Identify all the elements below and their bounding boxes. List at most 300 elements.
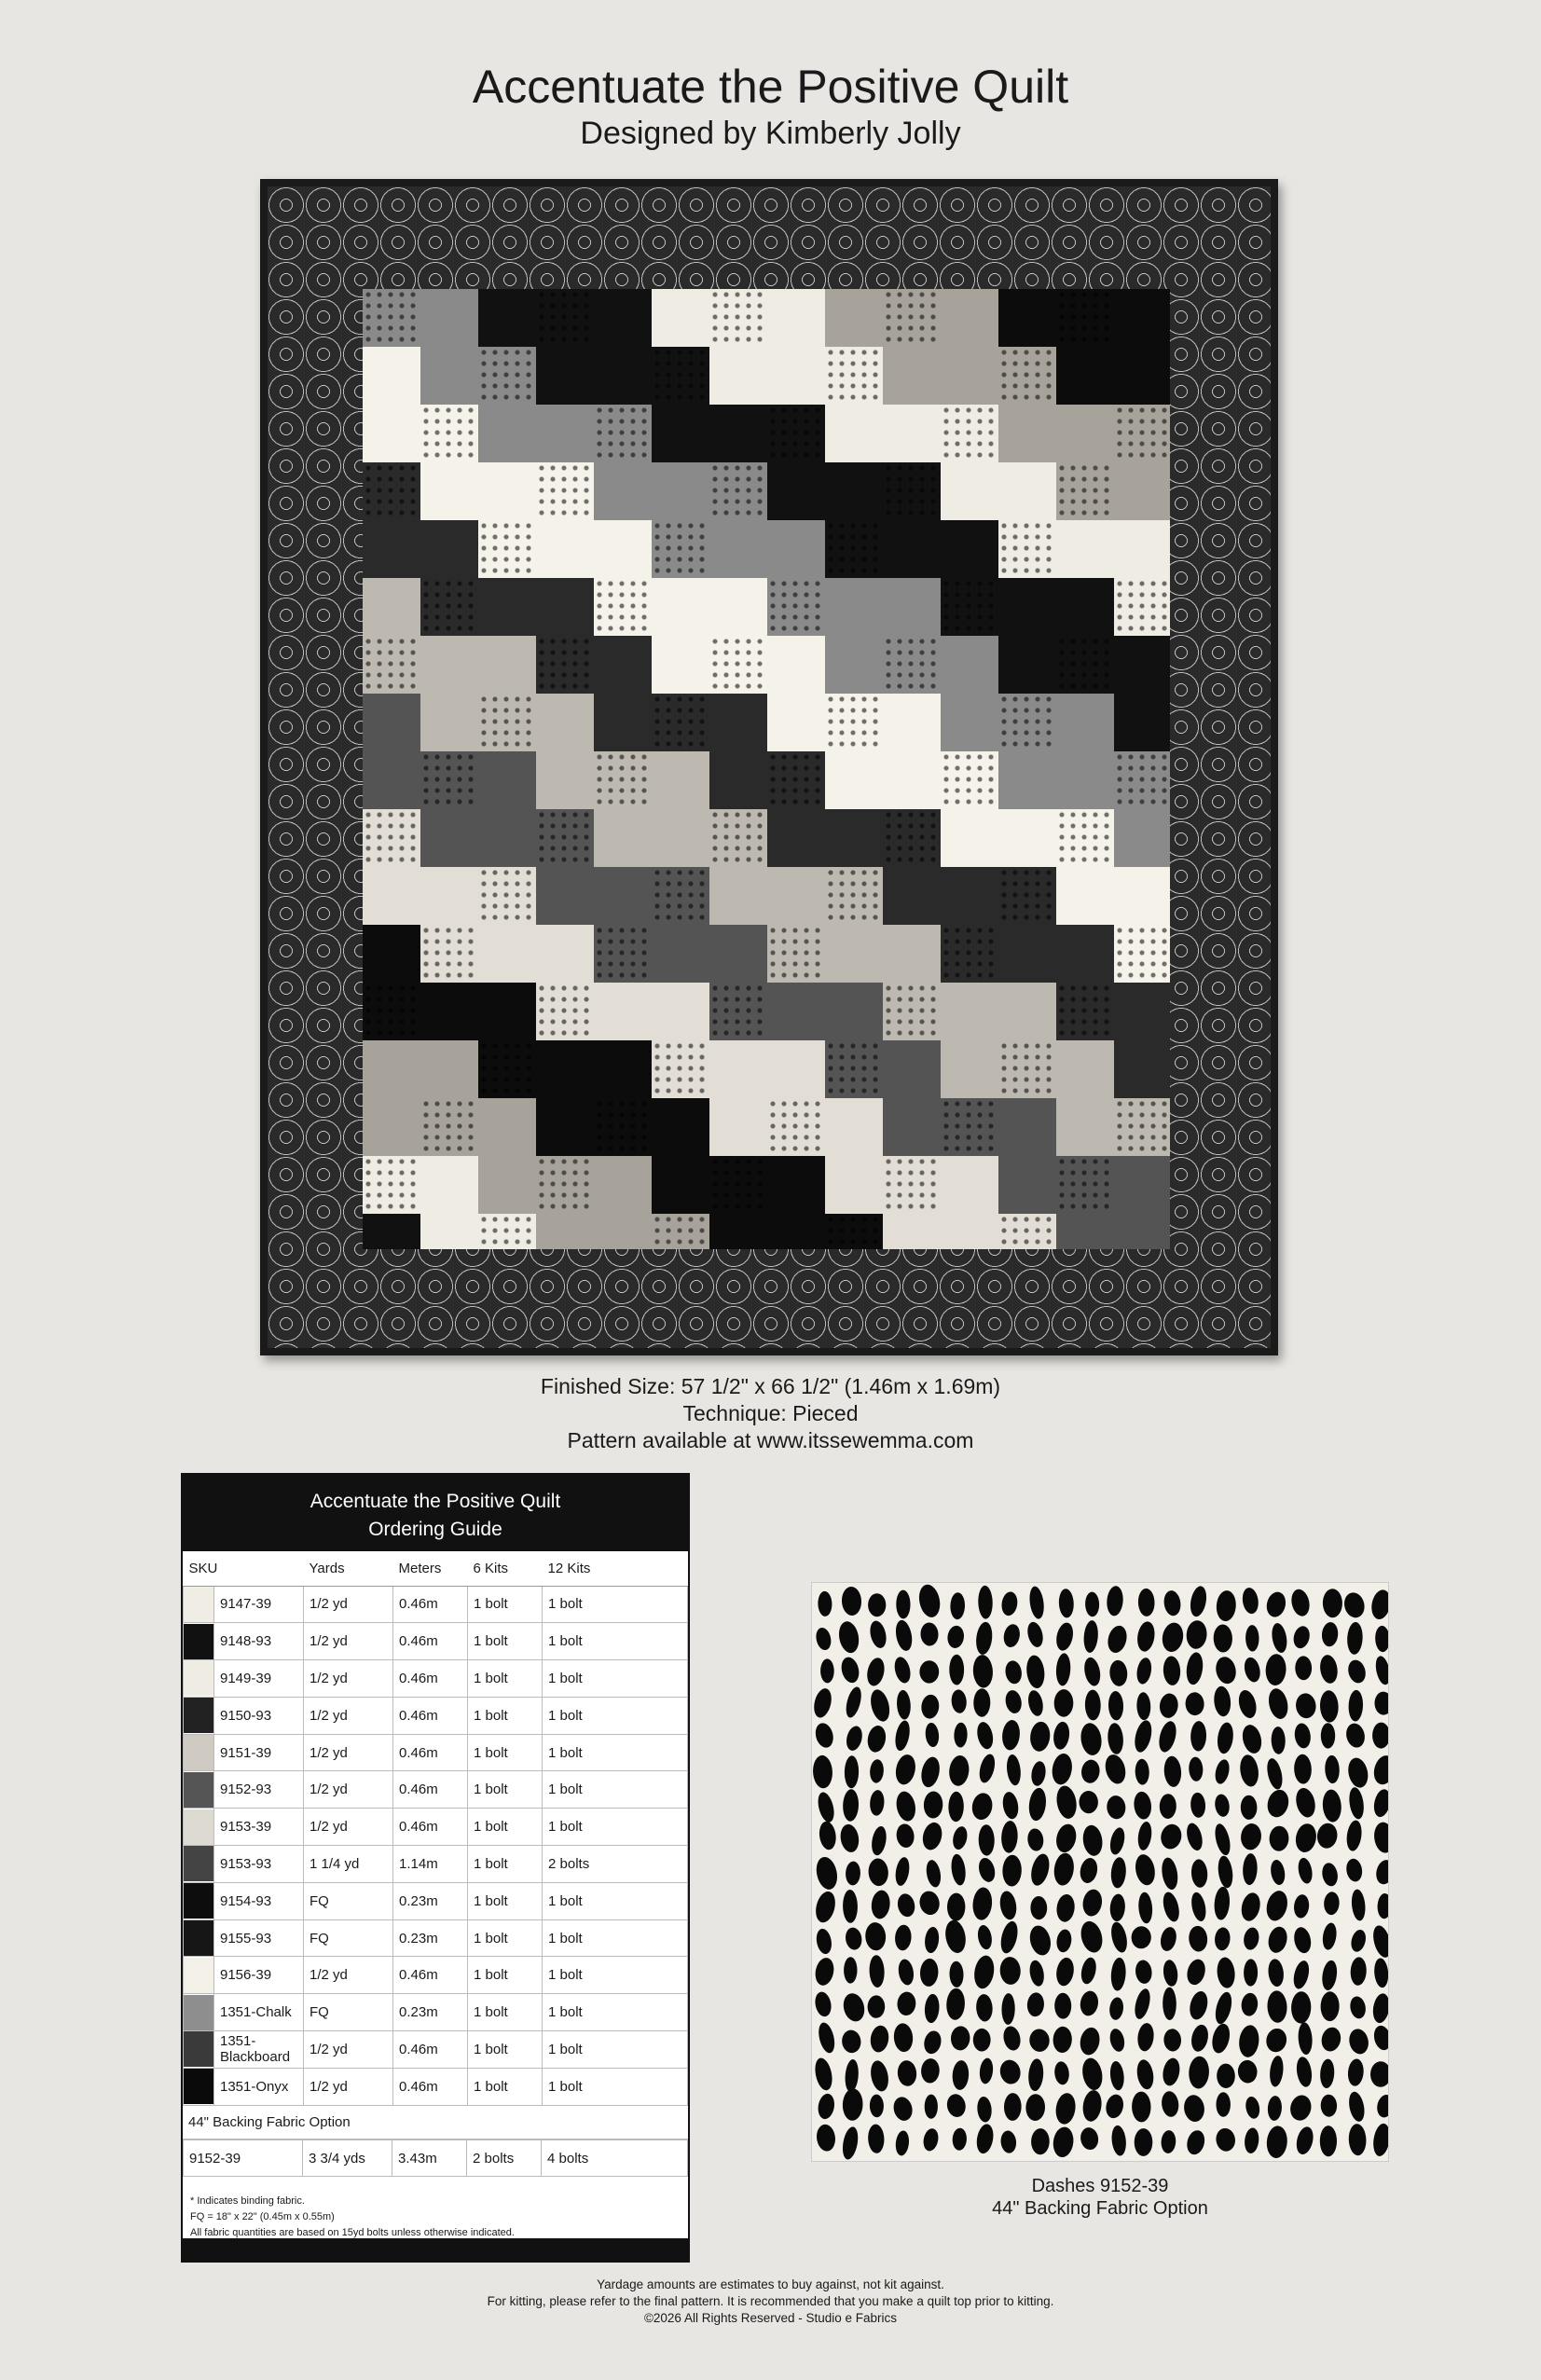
dash-mark [1005,1754,1022,1786]
dash-mark [816,1791,837,1824]
dash-mark [1052,2125,1075,2158]
dash-mark [1345,1820,1364,1852]
quilt-block [1056,694,1114,751]
dash-mark [897,2059,917,2086]
page-subtitle: Designed by Kimberly Jolly [580,116,961,151]
dash-mark [1315,1822,1339,1850]
quilt-block [420,636,478,694]
cell-12kits: 1 bolt [543,2031,688,2069]
quilt-block [998,347,1056,405]
dash-mark [1108,2028,1126,2054]
dash-mark [1347,2058,1365,2087]
quilt-block [883,1098,941,1156]
dash-mark [893,1753,917,1786]
fabric-swatch [184,1882,214,1919]
quilt-block [1056,1098,1114,1156]
dash-mark [945,2092,968,2118]
dash-mark [973,1688,990,1717]
quilt-block [825,405,883,462]
quilt-block [652,983,709,1040]
dash-mark [1131,1926,1151,1949]
cell-sku: 9147-39 [214,1586,304,1623]
quilt-block [536,983,594,1040]
quilt-block [594,925,652,983]
dash-mark [920,1821,944,1852]
dash-mark [1371,1754,1389,1787]
dash-mark [1161,2130,1176,2154]
dash-mark [920,1694,940,1719]
quilt-block [478,1040,536,1098]
quilt-block [652,405,709,462]
dash-mark [1110,1957,1127,1991]
dash-mark [1372,1723,1389,1749]
dash-mark [1055,1929,1073,1954]
cell-sku: 9153-39 [214,1809,304,1846]
dash-mark [1185,2128,1207,2156]
quilt-block [1056,867,1114,925]
quilt-block [767,1156,825,1214]
cell-meters: 0.23m [393,1994,468,2031]
quilt-block [1056,520,1114,578]
dash-mark [1184,1822,1204,1852]
dash-mark [1213,1886,1231,1920]
quilt-block [594,751,652,809]
dash-mark [999,2130,1017,2154]
quilt-block [825,289,883,347]
dash-mark [1289,1588,1312,1617]
dash-mark [1053,2026,1073,2053]
dash-mark [814,1855,840,1892]
quilt-block [652,751,709,809]
quilt-block [652,520,709,578]
quilt-block [536,1098,594,1156]
table-row [184,2139,688,2177]
dash-mark [870,1825,888,1857]
dash-mark [1159,1823,1184,1851]
quilt-block [883,520,941,578]
dash-mark [1108,2060,1125,2091]
fabric-swatch [184,1994,214,2031]
dash-mark [1028,2029,1050,2053]
quilt-center [363,289,1170,1249]
dash-mark [1110,2125,1127,2156]
dash-mark [1002,1623,1022,1649]
dash-mark [1080,1759,1101,1784]
ordering-guide-title: Accentuate the Positive Quilt [310,1491,561,1512]
table-row [184,2031,688,2069]
dash-mark [1001,1993,1015,2025]
quilt-block [1114,1098,1170,1156]
dash-mark [1240,1992,1259,2016]
quilt-block [420,925,478,983]
quilt-block [652,636,709,694]
dash-mark [1185,1957,1208,1987]
dash-mark [1240,1723,1264,1755]
quilt-block [536,347,594,405]
quilt-block [652,925,709,983]
dash-mark [919,1958,939,1987]
footer-copyright: ©2026 All Rights Reserved - Studio e Fabrics [643,2311,898,2325]
quilt-block [767,1098,825,1156]
dash-mark [869,1759,884,1783]
dash-mark [1346,1622,1363,1656]
cell-12kits: 1 bolt [543,2068,688,2105]
quilt-block [363,1156,420,1214]
quilt-block [363,1040,420,1098]
dash-mark [1053,2061,1070,2086]
dash-mark [1293,1786,1317,1820]
dash-mark [1163,1589,1182,1616]
dash-mark [816,2021,837,2055]
dash-mark [925,2095,938,2119]
dash-mark [838,1823,860,1853]
table-row [184,2068,688,2105]
dash-mark [815,2124,836,2153]
dash-mark [1265,1654,1287,1686]
dash-mark [1161,2057,1182,2087]
dash-mark [1271,1727,1286,1754]
table-row [184,1586,688,1623]
dash-mark [1341,1590,1367,1620]
quilt-block [709,462,767,520]
finished-size: Finished Size: 57 1/2" x 66 1/2" (1.46m x 1.69m) [540,1374,1001,1398]
dash-mark [1373,1655,1389,1686]
quilt-block [420,405,478,462]
cell-6kits: 1 bolt [468,1919,543,1957]
dash-mark [1240,1823,1263,1851]
quilt-block [478,462,536,520]
dash-mark [923,1791,942,1819]
dash-mark [1004,2093,1022,2121]
dash-mark [1027,1787,1048,1822]
dash-mark [840,2125,860,2161]
dash-mark [1188,1585,1208,1618]
dash-mark [1214,1927,1231,1951]
cell-12kits: 1 bolt [543,1809,688,1846]
dash-mark [917,1890,942,1917]
dash-mark [867,2124,885,2153]
dash-mark [1369,1589,1389,1621]
quilt-block [998,520,1056,578]
dash-mark [868,1619,889,1650]
dash-mark [1213,1758,1231,1785]
ordering-table [183,1551,688,2106]
quilt-block [941,462,998,520]
backing-meters: 3.43m [392,2139,467,2177]
dash-mark [1348,2124,1367,2156]
dash-mark [947,1893,966,1921]
dash-mark [1135,1620,1157,1653]
dash-mark [1264,1757,1285,1791]
dash-mark [948,1754,970,1787]
quilt-block [536,462,594,520]
quilt-block [941,347,998,405]
quilt-block [1056,1214,1114,1249]
dash-mark [1079,1989,1100,2016]
dash-mark [1213,1624,1232,1653]
dash-mark [1135,1759,1149,1785]
quilt-block [883,578,941,636]
quilt-block [536,1156,594,1214]
quilt-block [883,751,941,809]
dash-mark [1242,1853,1258,1886]
dash-mark [1245,1625,1259,1652]
quilt-block [825,694,883,751]
dash-mark [1244,1959,1258,1986]
cell-yards: 1/2 yd [304,1623,393,1660]
dash-mark [1217,2092,1231,2117]
dash-mark [1241,1587,1260,1615]
note-bolts: All fabric quantities are based on 15yd bolts unless otherwise indicated. [190,2227,515,2239]
dash-mark [1163,1988,1176,2021]
quilt-block [998,983,1056,1040]
dash-mark [1107,1723,1124,1755]
cell-6kits: 1 bolt [468,1697,543,1734]
quilt-block [998,925,1056,983]
dash-mark [976,1924,994,1951]
quilt-block [1114,578,1170,636]
quilt-block [594,462,652,520]
dash-mark [1080,2057,1105,2092]
note-fq: FQ = 18" x 22" (0.45m x 0.55m) [190,2211,335,2223]
quilt-block [825,983,883,1040]
cell-sku: 9152-93 [214,1771,304,1809]
dash-mark [818,1591,832,1616]
quilt-block [1114,520,1170,578]
quilt-block [1114,636,1170,694]
quilt-block [825,520,883,578]
fabric-swatch [184,2068,214,2105]
cell-meters: 0.46m [393,1809,468,1846]
dashes-pattern [812,1583,1389,2162]
dash-mark [1188,2056,1210,2089]
dash-mark [1188,1925,1208,1952]
dash-mark [1319,1690,1339,1723]
quilt-block [941,694,998,751]
ordering-guide-footer-bar [183,2238,688,2261]
backing-sku: 9152-39 [184,2139,303,2177]
dash-mark [945,1988,965,2020]
dash-mark [844,1685,864,1719]
dash-mark [1265,2125,1288,2159]
quilt-block [420,289,478,347]
dash-mark [1079,1791,1098,1814]
quilt-block [709,751,767,809]
fabric-swatch-color [184,1920,213,1956]
quilt-block [941,578,998,636]
dash-mark [1374,1691,1389,1715]
quilt-block [363,751,420,809]
dash-mark [869,1790,885,1817]
quilt-block [478,636,536,694]
dash-mark [896,1689,912,1720]
dash-mark [1320,2125,1337,2156]
cell-12kits: 1 bolt [543,1660,688,1698]
quilt-block [1056,636,1114,694]
dash-mark [1349,1928,1368,1953]
dash-mark [922,2127,941,2153]
quilt-block [652,1040,709,1098]
quilt-block [478,925,536,983]
cell-12kits: 2 bolts [543,1846,688,1883]
quilt-block [1056,751,1114,809]
cell-6kits: 1 bolt [468,2068,543,2105]
fabric-swatch-color [184,1846,213,1881]
dash-mark [924,1993,941,2023]
technique: Technique: Pieced [682,1401,859,1425]
dash-mark [1025,2094,1046,2122]
dash-mark [844,1957,858,1983]
dash-mark [924,1722,940,1748]
col-meters: Meters [393,1551,468,1586]
col-yards: Yards [304,1551,393,1586]
quilt-block [420,751,478,809]
dash-mark [866,1724,888,1754]
pattern-link[interactable]: Pattern available at www.itssewemma.com [567,1428,974,1452]
dash-mark [975,1994,993,2022]
quilt-block [709,867,767,925]
dash-mark [1160,1856,1180,1891]
quilt-block [652,694,709,751]
dash-mark [942,1919,968,1955]
quilt-block [941,405,998,462]
dash-mark [1190,2023,1211,2053]
dash-mark [954,1722,968,1747]
dash-mark [893,1719,912,1752]
dash-mark [813,1890,838,1925]
fabric-swatch [184,1623,214,1660]
dash-mark [1297,1857,1314,1885]
dash-mark [1030,1896,1047,1920]
quilt-block [594,983,652,1040]
quilt-block [825,636,883,694]
cell-sku: 1351-Chalk [214,1994,304,2031]
ordering-guide-subtitle: Ordering Guide [368,1519,502,1540]
dash-mark [1108,1691,1123,1721]
quilt-block [652,867,709,925]
dash-mark [1319,2026,1342,2054]
quilt-block [709,289,767,347]
table-row [184,1919,688,1957]
dash-mark [1239,1891,1263,1922]
dash-mark [1370,2061,1389,2087]
dash-mark [1263,1889,1290,1923]
quilt-image [260,179,1278,1355]
dash-mark [1054,1957,1076,1988]
dash-mark [1025,1655,1046,1690]
cell-yards: FQ [304,1919,393,1957]
quilt-block [767,405,825,462]
dash-mark [1265,1787,1292,1819]
fabric-swatch-color [184,1735,213,1770]
fabric-swatch [184,1846,214,1883]
table-row [184,1882,688,1919]
dash-mark [1323,1589,1342,1617]
quilt-block [363,983,420,1040]
dash-mark [1294,2125,1315,2156]
backing-12kits: 4 bolts [542,2139,688,2177]
dash-mark [1291,1624,1312,1649]
fabric-swatch [184,1957,214,1994]
dash-mark [1238,1754,1260,1788]
dash-mark [1025,1620,1046,1649]
fabric-swatch-color [184,1958,213,1993]
quilt-block [1056,925,1114,983]
dash-mark [1133,1852,1157,1887]
dash-mark [1322,1789,1342,1823]
dash-mark [1216,1957,1236,1989]
dash-mark [1270,1622,1289,1654]
dash-mark [868,1858,889,1887]
cell-yards: 1/2 yd [304,1660,393,1698]
cell-yards: 1/2 yd [304,2068,393,2105]
quilt-block [363,867,420,925]
dash-mark [1104,2093,1125,2120]
table-row [184,1697,688,1734]
dash-mark [1189,1756,1204,1782]
dash-mark [812,1754,833,1788]
dash-mark [1370,1923,1389,1959]
dash-mark [950,1853,968,1886]
quilt-block [1114,1040,1170,1098]
dash-mark [1135,2128,1153,2156]
quilt-block [883,347,941,405]
quilt-block [420,1040,478,1098]
fabric-swatch-color [184,1995,213,2030]
dash-mark [869,1955,886,1988]
cell-12kits: 1 bolt [543,1994,688,2031]
dash-mark [1291,1959,1312,1990]
dash-mark [916,1583,942,1619]
cell-12kits: 1 bolt [543,1957,688,1994]
quilt-block [536,1214,594,1249]
quilt-block [652,347,709,405]
cell-yards: 1/2 yd [304,1957,393,1994]
quilt-block [420,1098,478,1156]
cell-meters: 0.46m [393,1734,468,1771]
quilt-block [1114,1156,1170,1214]
cell-6kits: 1 bolt [468,2031,543,2069]
dash-mark [1348,1690,1364,1722]
quilt-block [594,636,652,694]
quilt-block [594,1098,652,1156]
quilt-block [998,1098,1056,1156]
dash-mark [869,2024,890,2053]
dash-mark [979,2057,995,2084]
quilt-block [420,520,478,578]
note-binding: * Indicates binding fabric. [190,2195,305,2208]
quilt-block [536,520,594,578]
dash-mark [951,1825,970,1851]
dash-mark [820,1658,834,1683]
quilt-block [1114,867,1170,925]
dash-mark [1136,1821,1153,1851]
dash-mark [870,2094,885,2117]
dash-mark [1269,1825,1289,1851]
quilt-block [363,1098,420,1156]
quilt-block [478,405,536,462]
dash-mark [975,1721,996,1751]
quilt-block [998,289,1056,347]
quilt-block [825,751,883,809]
quilt-block [1114,289,1170,347]
dash-mark [1135,1960,1153,1985]
ordering-guide [181,1473,690,2263]
quilt-block [709,694,767,751]
dash-mark [1267,1990,1288,2023]
quilt-block [478,694,536,751]
dash-mark [842,2088,863,2121]
